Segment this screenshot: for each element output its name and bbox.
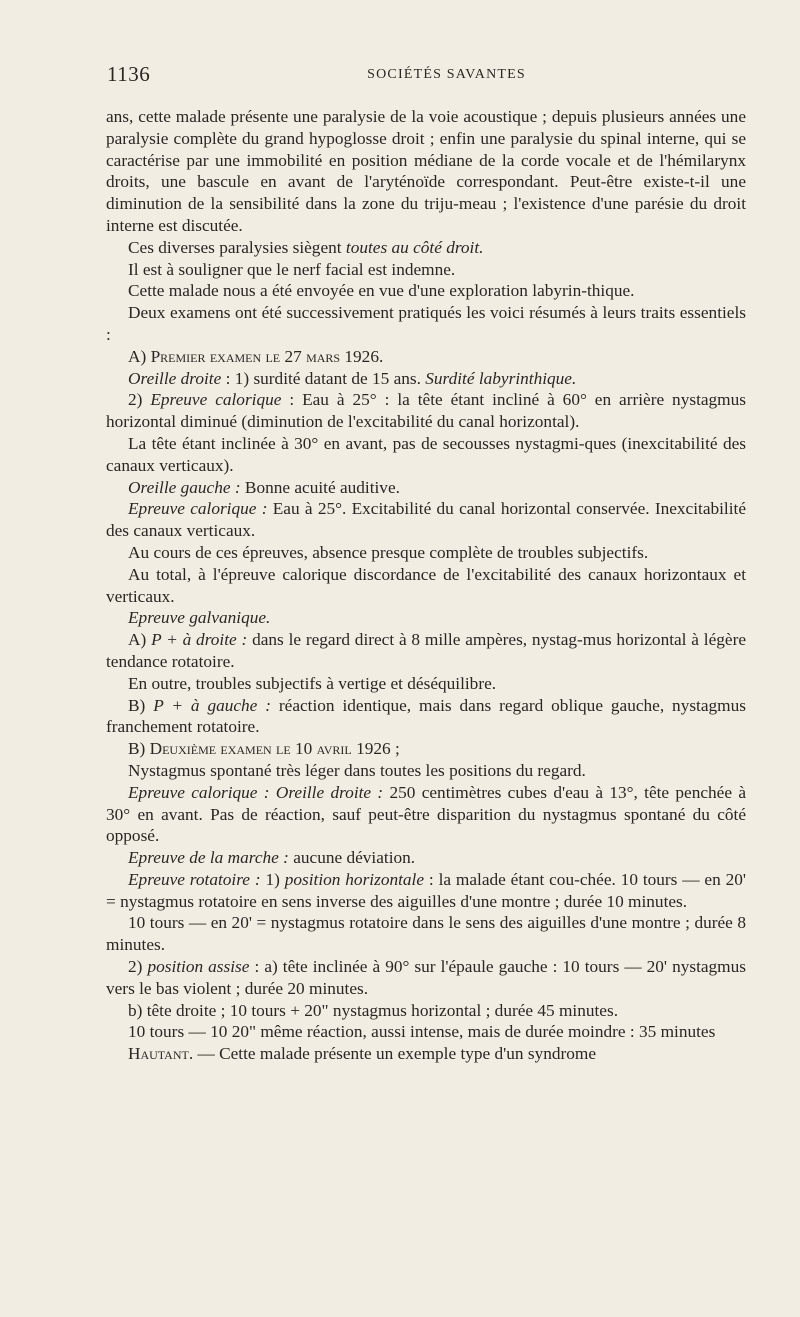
text-run: Cette malade nous a été envoyée en vue d'une exploration labyrin-thique. [128,281,635,301]
text-run: Il est à souligner que le nerf facial est indemne. [128,259,456,279]
paragraph [106,433,746,477]
text-run: 27 [280,346,307,366]
italic-text: Surdité labyrinthique. [425,368,577,388]
paragraph [106,368,746,390]
text-run: A) [128,346,151,366]
running-title: SOCIÉTÉS SAVANTES [367,67,526,82]
text-run: Bonne acuité auditive. [240,477,400,497]
text-run: 10 tours — en 20' = nystagmus rotatoire dans le sens des aiguilles d'une montre ; durée 8 minutes. [106,913,746,955]
text-run: En outre, troubles subjectifs à vertige et déséquilibre. [128,673,497,693]
paragraph [106,237,746,259]
paragraph [106,1000,746,1022]
text-run: : a) tête inclinée à 90° sur l'épaule gauche : 10 tours — 20' nystagmus vers le bas violent ; durée 20 minutes. [106,957,746,998]
paragraph [106,847,746,869]
italic-text: P + à gauche : [153,695,272,715]
paragraph [106,259,746,281]
text-run: — Cette malade présente un exemple type d'un syndrome [193,1044,597,1064]
text-run: 1926 ; [351,739,400,759]
text-run: 1) [260,869,285,889]
italic-text: Epreuve calorique [150,390,282,410]
text-run: réaction identique, mais dans regard oblique gauche, nystagmus franchement rotatoire. [106,695,746,737]
paragraph [106,564,746,608]
text-run: : 1) surdité datant de 15 ans. [221,368,426,388]
paragraph [106,673,746,695]
paragraph [106,498,746,542]
italic-text: Epreuve calorique : [128,499,268,519]
paragraph [106,956,746,1000]
text-run: 10 tours — 10 20" même réaction, aussi intense, mais de durée moindre : 35 minutes [128,1022,716,1042]
text-run: : la malade étant cou-chée. 10 tours — en 20' = nystagmus rotatoire en sens inverse des aiguilles d'une montre ; durée 10 minutes. [106,869,746,911]
paragraph [106,869,746,913]
text-run: ans, cette malade présente une paralysie de la voie acoustique ; depuis plusieurs années une paralysie complète du grand hypoglosse droit ; enfin une paralysie du spinal interne, qui se caractérise par une immobilité en position médiane de la corde vocale et de l'hémilarynx droits, une bascule en avant de l'aryténoïde correspondant. Peut-être existe-t-il une diminution de la sensibilité dans la zone du triju-meau ; l'existence d'une parésie du droit interne est discutée. [106,107,746,235]
paragraph [106,346,746,368]
paragraph [106,760,746,782]
paragraph [106,738,746,760]
paragraph [106,782,746,847]
text-run: b) tête droite ; 10 tours + 20" nystagmus horizontal ; durée 45 minutes. [128,1000,619,1020]
small-caps-text: Hautant. [128,1044,194,1064]
page-number: 1136 [107,62,151,86]
italic-text: Epreuve galvanique. [128,608,271,628]
text-run: Au cours de ces épreuves, absence presque complète de troubles subjectifs. [128,542,649,562]
italic-text: Epreuve rotatoire : [128,869,261,889]
small-caps-text: Deuxième examen le [149,739,291,759]
italic-text: Epreuve de la marche : [128,848,289,868]
paragraph [106,477,746,499]
text-run: Au total, à l'épreuve calorique discordance de l'excitabilité des canaux horizontaux et verticaux. [106,564,746,606]
text-run: 1926. [340,346,384,366]
text-run: Nystagmus spontané très léger dans toutes les positions du regard. [128,760,586,780]
paragraph [106,1043,746,1065]
text-run: 2) [128,957,148,977]
paragraph [106,695,746,739]
paragraph [106,280,746,302]
italic-text: position horizontale [284,869,425,889]
paragraph [106,1021,746,1043]
text-run: dans le regard direct à 8 mille ampères, nystag-mus horizontal à légère tendance rotatoire. [106,630,746,671]
text-run: 2) [128,390,151,410]
italic-text: toutes au côté droit. [345,237,484,257]
italic-text: Oreille droite [128,368,222,388]
text-run: 10 [290,739,317,759]
text-run: 250 centimètres cubes d'eau à 13°, tête penchée à 30° en avant. Pas de réaction, sauf peut-être disparition du nystagmus spontané du côté opposé. [106,782,746,846]
italic-text: Epreuve calorique : Oreille droite : [128,782,384,802]
small-caps-text: Premier examen le [150,346,281,366]
text-run: Deux examens ont été successivement pratiqués les voici résumés à leurs traits essentiels : [106,303,746,344]
small-caps-text: avril [316,739,352,759]
text-run: aucune déviation. [288,848,416,868]
paragraph [106,106,746,237]
italic-text: position assise [147,957,250,977]
text-run: A) [128,630,152,650]
text-run: B) [128,739,150,759]
paragraph [106,302,746,346]
page-header [107,62,746,92]
text-run: : Eau à 25° : la tête étant incliné à 60° en arrière nystagmus horizontal diminué (diminution de l'excitabilité du canal horizontal). [106,390,746,432]
italic-text: P + à droite : [151,630,248,650]
paragraph [106,389,746,433]
text-run: Eau à 25°. Excitabilité du canal horizontal conservée. Inexcitabilité des canaux verticaux. [106,499,746,541]
italic-text: Oreille gauche : [128,477,241,497]
text-run: Ces diverses paralysies siègent [128,237,346,257]
paragraph [106,912,746,956]
paragraph [106,629,746,673]
paragraph [106,542,746,564]
text-run: B) [128,695,154,715]
paragraph [106,607,746,629]
small-caps-text: mars [306,346,341,366]
article-body [106,106,746,1065]
text-run: La tête étant inclinée à 30° en avant, pas de secousses nystagmi-ques (inexcitabilité des canaux verticaux). [106,433,746,475]
